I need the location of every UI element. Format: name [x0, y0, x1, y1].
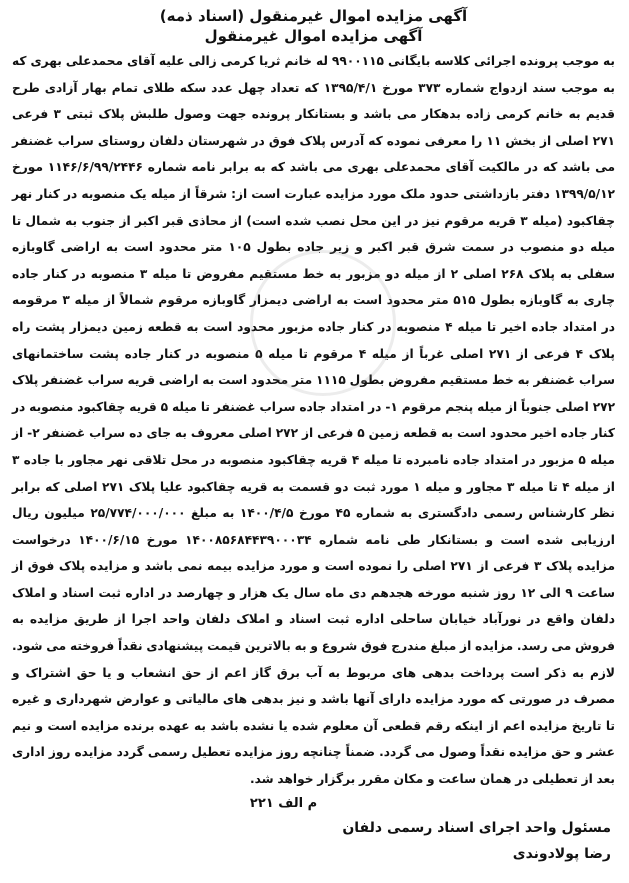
- reference-code: م الف ۲۲۱: [249, 795, 318, 811]
- notice-title-main: آگهی مزایده اموال غیرمنقول (اسناد ذمه): [159, 7, 468, 25]
- signature-title: مسئول واحد اجرای اسناد رسمی دلفان: [342, 819, 611, 836]
- notice-body: به موجب پرونده اجرائی کلاسه بایگانی ۹۹۰۰۱۱۵ له خانم ثریا کرمی زالی علیه آقای محمدعلی بهری که به موجب سند ازدواج شماره ۳۷۳ مورخ ۱۳۹۵/۴/۱ که تعداد چهل عدد سکه طلای تمام بهار آزادی طرح قدیم به خانم کرمی زاده بدهکار می باشد و بستانکار پرونده جهت وصول طلبش پلاک ثبتی ۳ فرعی ۲۷۱ اصلی از بخش ۱۱ را معرفی نموده که آدرس پلاک فوق در شهرستان دلفان روستای سراب غضنفر می باشد که در مالکیت آقای محمدعلی بهری می باشد که به برابر نامه شماره ۱۱۴۶/۶/۹۹/۲۴۴۶ مورخ ۱۳۹۹/۵/۱۲ دفتر بازداشتی حدود ملک مورد مزایده عبارت است از: شرقاً از میله یک منصوبه در کنار نهر چقاکبود (میله ۳ قریه مرقوم نیز در این محل نصب شده است) از محاذی قبر اکبر از جنوب به شمال تا میله دو منصوب در سمت شرق قبر اکبر و زیر جاده بطول ۱۰۵ متر محدود است به اراضی گاوبازه سفلی به پلاک ۲۶۸ اصلی ۲ از میله دو مزبور به خط مستقیم مفروض تا میله ۳ منصوبه در کنار جاده چاری به گاوبازه بطول ۵۱۵ متر محدود است به اراضی دیمزار گاوبازه مرقوم شمالاً از میله ۳ مرقومه در امتداد جاده اخیر تا میله ۴ منصوبه در کنار جاده مزبور محدود است به قطعه زمین دیمزار پشت راه پلاک ۴ فرعی از ۲۷۱ اصلی غرباً از میله ۴ مرقوم تا میله ۵ منصوبه در کنار جاده پشت ساختمانهای سراب غضنفر به خط مستقیم مفروض بطول ۱۱۱۵ متر محدود است به اراضی قریه سراب غضنفر پلاک ۲۷۲ اصلی جنوباً از میله پنجم مرقوم ۱- در امتداد جاده سراب غضنفر تا میله ۵ قریه چقاکبود منصوبه در کنار جاده اخیر محدود است به قطعه زمین ۵ فرعی از ۲۷۲ اصلی معروف به جای ده سراب غضنفر ۲- از میله ۵ مزبور در امتداد جاده نامبرده تا میله ۴ قریه چقاکبود منصوبه در محل تلاقی نهر مجاور با جاده ۳ از میله ۴ تا میله ۳ مجاور و میله ۱ مورد ثبت دو قسمت به قریه چقاکبود علیا پلاک ۲۷۱ اصلی که برابر نظر کارشناس رسمی دادگستری به شماره ۴۵ مورخ ۱۴۰۰/۴/۵ به مبلغ ۲۵/۷۷۴/۰۰۰/۰۰۰ میلیون ریال ارزیابی شده است و بستانکار طی نامه شماره ۱۴۰۰۸۵۶۸۴۴۳۹۰۰۰۳۴ مورخ ۱۴۰۰/۶/۱۵ درخواست مزایده پلاک ۳ فرعی از ۲۷۱ اصلی را نموده است و مورد مزایده بیمه نمی باشد و مزایده پلاک فوق از ساعت ۹ الی ۱۲ روز شنبه مورخه هجدهم دی ماه سال یک هزار و چهارصد در اداره ثبت اسناد و املاک دلفان واقع در نورآباد خیابان ساحلی اداره ثبت اسناد و املاک دلفان واحد اجرا از طریق مزایده به فروش می رسد. مزایده از مبلغ مندرج فوق شروع و به بالاترین قیمت پیشنهادی نقداً فروخته می شود. لازم به ذکر است پرداخت بدهی های مربوط به آب برق گاز اعم از حق انشعاب و یا حق اشتراک و مصرف در صورتی که مورد مزایده دارای آنها باشد و نیز بدهی های مالیاتی و عوارض شهرداری و غیره تا تاریخ مزایده اعم از اینکه رقم قطعی آن معلوم شده یا نشده باشد به عهده برنده مزایده است و نیم عشر و حق مزایده نقداً وصول می گردد. ضمناً چنانچه روز مزایده تعطیل رسمی گردد مزایده روز اداری بعد از تعطیلی در همان ساعت و مکان مقرر برگزار خواهد شد.: [12, 54, 616, 787]
- signature-name: رضا پولادوندی: [512, 845, 611, 862]
- notice-title-sub: آگهی مزایده اموال غیرمنقول: [204, 27, 423, 45]
